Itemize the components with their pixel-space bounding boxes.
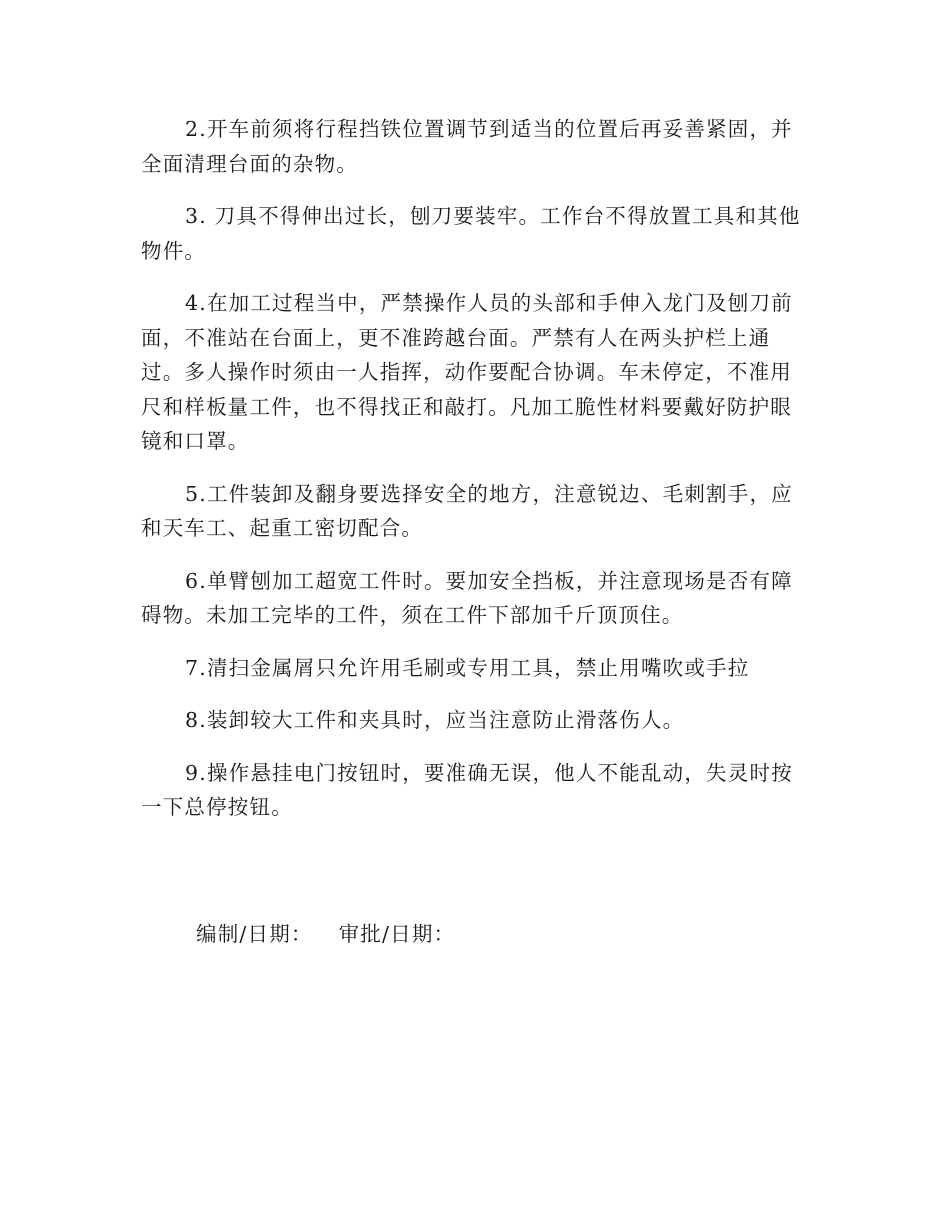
paragraph-item-8: 8.装卸较大工件和夹具时，应当注意防止滑落伤人。 [185, 708, 685, 732]
approved-by-date-label: 审批/日期： [338, 922, 456, 946]
signoff-line [196, 917, 455, 952]
paragraph-item-7: 7.清扫金属屑只允许用毛刷或专用工具，禁止用嘴吹或手拉 [185, 655, 750, 680]
document-body [141, 112, 809, 843]
paragraph-item-3: 3. 刀具不得伸出过长，刨刀要装牢。工作台不得放置工具和其他物件。 [141, 204, 801, 263]
paragraph-item-5: 5.工件装卸及翻身要选择安全的地方，注意锐边、毛刺割手，应和天车工、起重工密切配合。 [141, 481, 793, 540]
paragraph-item-9: 9.操作悬挂电门按钮时，要准确无误，他人不能乱动，失灵时按一下总停按钮。 [141, 760, 793, 819]
paragraph-item-6: 6.单臂刨加工超宽工件时。要加安全挡板，并注意现场是否有障碍物。未加工完毕的工件，须在工件下部加千斤顶顶住。 [141, 568, 793, 627]
prepared-by-date-label: 编制/日期： [196, 922, 313, 946]
paragraph-item-2: 2.开车前须将行程挡铁位置调节到适当的位置后再妥善紧固，并全面清理台面的杂物。 [141, 117, 793, 176]
paragraph-item-4: 4.在加工过程当中，严禁操作人员的头部和手伸入龙门及刨刀前面，不准站在台面上，更不准跨越台面。严禁有人在两头护栏上通过。多人操作时须由一人指挥，动作要配合协调。车未停定，不准用尺和样板量工件，也不得找正和敲打。凡加工脆性材料要戴好防护眼镜和口罩。 [141, 291, 793, 453]
